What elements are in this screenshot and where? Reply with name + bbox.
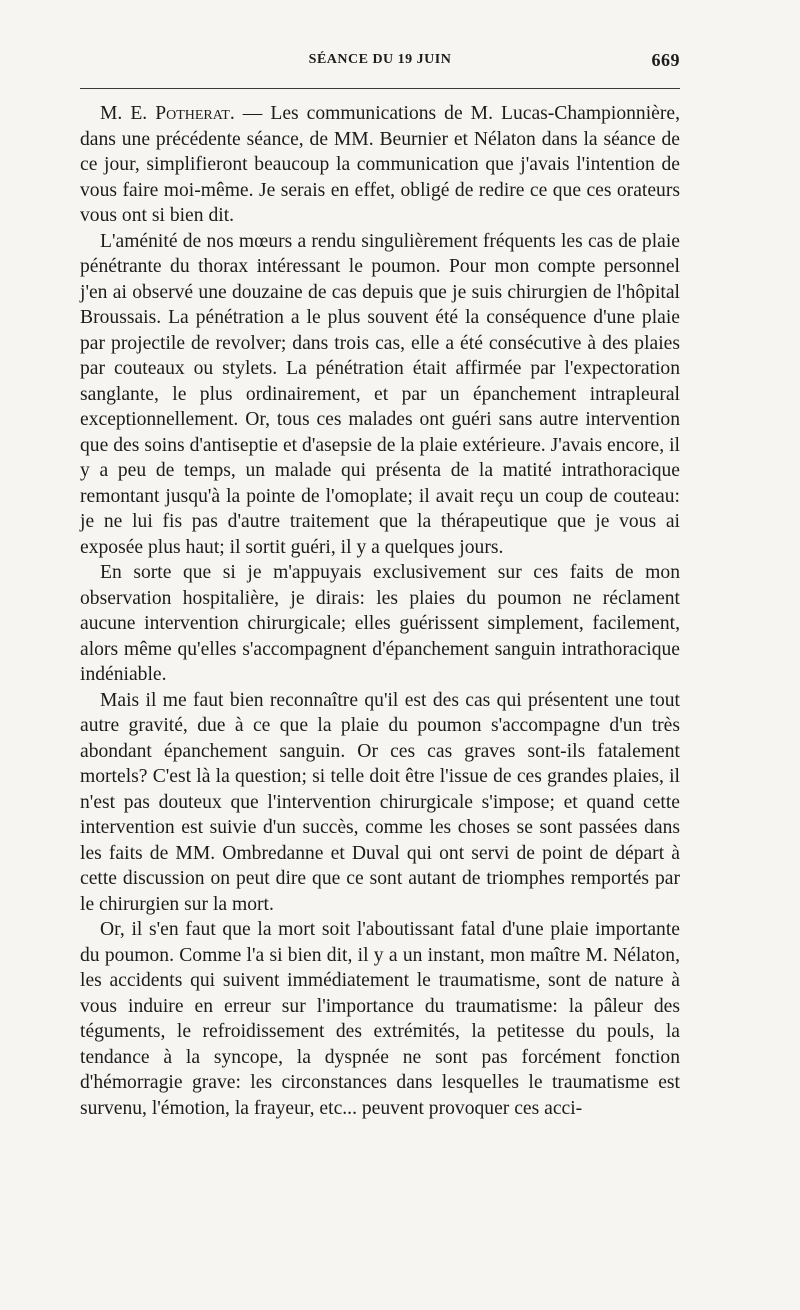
paragraph-text: Mais il me faut bien reconnaître qu'il est des cas qui présentent une tout autre gravité, due à ce que la plaie du poumon s'accompagne d'un très abondant épanchement sanguin. Or ces cas graves sont-ils fatalement mortels? C'est là la question; si telle doit être l'issue de ces grandes plaies, il n'est pas douteux que l'intervention chirurgicale s'impose; et quand cette intervention est suivie d'un succès, comme les choses se sont passées dans les faits de MM. Ombredanne et Duval qui ont servi de point de départ à cette discussion on peut dire que ce sont autant de triomphes remportés par le chirurgien sur la mort. (80, 689, 680, 915)
running-header (80, 48, 680, 74)
page-number: 669 (651, 50, 680, 70)
header-title: SÉANCE DU 19 JUIN (308, 52, 452, 67)
paragraph-text: — Les communications de M. Lucas-Championnière, dans une précédente séance, de MM. Beurnier et Nélaton dans la séance de ce jour, simplifieront beaucoup la communication que j'avais l'intention de vous faire moi-même. Je serais en effet, obligé de redire ce que ces orateurs vous ont si bien dit. (80, 103, 680, 226)
speaker-name: M. E. Potherat. (100, 103, 235, 124)
document-page (80, 48, 680, 1121)
body-text (80, 101, 680, 1121)
paragraph (80, 917, 680, 1121)
paragraph (80, 560, 680, 688)
paragraph-text: En sorte que si je m'appuyais exclusivement sur ces faits de mon observation hospitalière, je dirais: les plaies du poumon ne réclament aucune intervention chirurgicale; elles guérissent simplement, facilement, alors même qu'elles s'accompagnent d'épanchement sanguin intrathoracique indéniable. (80, 562, 680, 685)
paragraph-text: L'aménité de nos mœurs a rendu singulièrement fréquents les cas de plaie pénétrante du thorax intéressant le poumon. Pour mon compte personnel j'en ai observé une douzaine de cas depuis que je suis chirurgien de l'hôpital Broussais. La pénétration a le plus souvent été la conséquence d'une plaie par projectile de revolver; dans trois cas, elle a été consécutive à des plaies par couteaux ou stylets. La pénétration était affirmée par l'expectoration sanglante, le plus ordinairement, et par un épanchement intrapleural exceptionnellement. Or, tous ces malades ont guéri sans autre intervention que des soins d'antiseptie et d'asepsie de la plaie extérieure. J'avais encore, il y a peu de temps, un malade qui présenta de la matité intrathoracique remontant jusqu'à la pointe de l'omoplate; il avait reçu un coup de couteau: je ne lui fis pas d'autre traitement que la thérapeutique que je vous ai exposée plus haut; il sortit guéri, il y a quelques jours. (80, 230, 680, 558)
header-rule (80, 88, 680, 89)
paragraph (80, 229, 680, 561)
paragraph (80, 101, 680, 229)
paragraph (80, 688, 680, 918)
paragraph-text: Or, il s'en faut que la mort soit l'aboutissant fatal d'une plaie importante du poumon. Comme l'a si bien dit, il y a un instant, mon maître M. Nélaton, les accidents qui suivent immédiatement le traumatisme, sont de nature à vous induire en erreur sur l'importance du traumatisme: la pâleur des téguments, le refroidissement des extrémités, la petitesse du pouls, la tendance à la syncope, la dyspnée ne sont pas forcément fonction d'hémorragie grave: les circonstances dans lesquelles le traumatisme est survenu, l'émotion, la frayeur, etc... peuvent provoquer ces acci- (80, 919, 680, 1119)
